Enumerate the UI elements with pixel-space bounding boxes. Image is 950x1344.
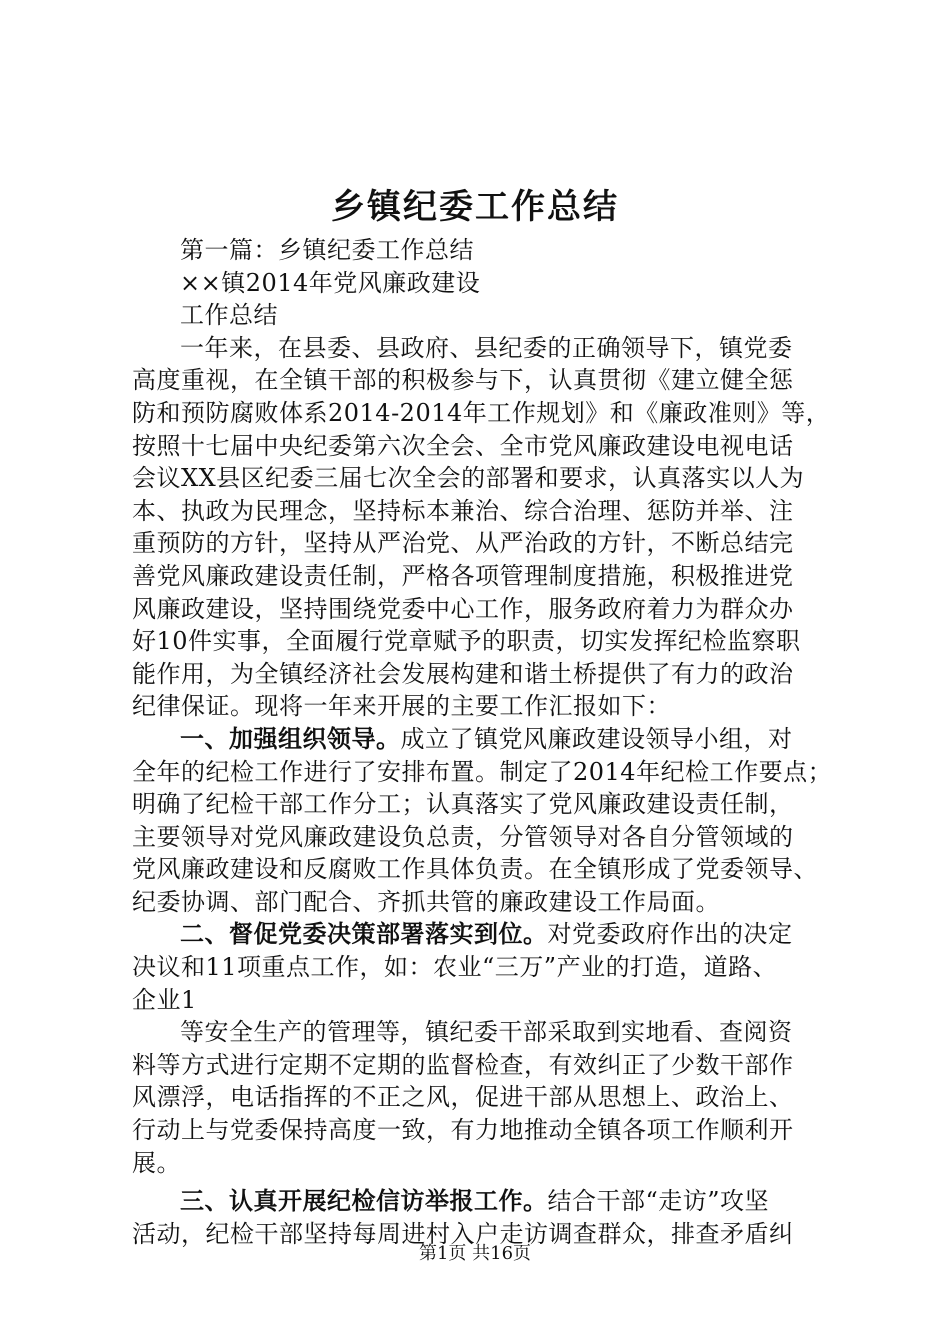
line-text: 纪委协调、部门配合、齐抓共管的廉政建设工作局面。 bbox=[132, 887, 720, 916]
text-line bbox=[132, 1081, 832, 1114]
line-text: 主要领导对党风廉政建设负总责，分管领导对各自分管领域的 bbox=[132, 822, 794, 851]
line-text: 明确了纪检干部工作分工；认真落实了党风廉政建设责任制， bbox=[132, 790, 794, 819]
text-line bbox=[132, 886, 832, 919]
text-line bbox=[132, 560, 832, 593]
text-line bbox=[132, 1049, 832, 1082]
line-text: 料等方式进行定期不定期的监督检查，有效纠正了少数干部作 bbox=[132, 1050, 794, 1079]
line-text: 对党委政府作出的决定 bbox=[547, 920, 793, 949]
text-line bbox=[132, 788, 832, 821]
line-text: 结合干部“走访”攻坚 bbox=[547, 1187, 770, 1216]
document-body bbox=[132, 234, 832, 1250]
section-heading: 二、督促党委决策部署落实到位。 bbox=[180, 919, 548, 949]
text-line bbox=[132, 690, 832, 723]
text-line bbox=[132, 918, 832, 951]
line-text: 第一篇：乡镇纪委工作总结 bbox=[180, 236, 474, 264]
line-text: 工作总结 bbox=[180, 301, 278, 330]
text-line bbox=[132, 462, 832, 495]
line-text: 按照十七届中央纪委第六次全会、全市党风廉政建设电视电话 bbox=[132, 431, 794, 460]
line-text: 风漂浮，电话指挥的不正之风，促进干部从思想上、政治上、 bbox=[132, 1083, 794, 1112]
text-line bbox=[132, 527, 832, 560]
text-line bbox=[132, 1114, 832, 1147]
text-line bbox=[132, 723, 832, 756]
text-line bbox=[132, 593, 832, 626]
text-line bbox=[132, 756, 832, 789]
section-heading: 一、加强组织领导。 bbox=[180, 723, 401, 753]
text-line bbox=[132, 267, 832, 300]
line-text: 高度重视，在全镇干部的积极参与下，认真贯彻《建立健全惩 bbox=[132, 366, 794, 395]
line-text: 企业1 bbox=[132, 985, 197, 1014]
line-text: 展。 bbox=[132, 1148, 181, 1177]
text-line bbox=[132, 951, 832, 984]
line-text: 本、执政为民理念，坚持标本兼治、综合治理、惩防并举、注 bbox=[132, 496, 794, 525]
text-line bbox=[132, 984, 832, 1017]
line-text: 能作用，为全镇经济社会发展构建和谐土桥提供了有力的政治 bbox=[132, 659, 794, 688]
text-line bbox=[132, 299, 832, 332]
line-text: 行动上与党委保持高度一致，有力地推动全镇各项工作顺利开 bbox=[132, 1116, 794, 1145]
text-line bbox=[132, 1016, 832, 1049]
document-title: 乡镇纪委工作总结 bbox=[331, 187, 619, 227]
page-footer: 第1页 共16页 bbox=[418, 1243, 532, 1264]
text-line bbox=[132, 430, 832, 463]
text-line bbox=[132, 625, 832, 658]
section-heading: 三、认真开展纪检信访举报工作。 bbox=[180, 1186, 548, 1216]
line-text: 好10件实事，全面履行党章赋予的职责，切实发挥纪检监察职 bbox=[132, 627, 801, 656]
text-line bbox=[132, 1185, 832, 1218]
text-line bbox=[132, 397, 832, 430]
text-line bbox=[132, 495, 832, 528]
line-text: 防和预防腐败体系2014-2014年工作规划》和《廉政准则》等， bbox=[132, 398, 831, 427]
line-text: 活动，纪检干部坚持每周进村入户走访调查群众，排查矛盾纠 bbox=[132, 1219, 794, 1248]
text-line bbox=[132, 658, 832, 691]
text-line bbox=[132, 234, 832, 267]
line-text: 等安全生产的管理等，镇纪委干部采取到实地看、查阅资 bbox=[180, 1018, 793, 1047]
line-text: 风廉政建设，坚持围绕党委中心工作，服务政府着力为群众办 bbox=[132, 594, 794, 623]
line-text: 善党风廉政建设责任制，严格各项管理制度措施，积极推进党 bbox=[132, 561, 794, 590]
text-line bbox=[132, 364, 832, 397]
text-line bbox=[132, 332, 832, 365]
line-text: 党风廉政建设和反腐败工作具体负责。在全镇形成了党委领导、 bbox=[132, 855, 818, 884]
line-text: 全年的纪检工作进行了安排布置。制定了2014年纪检工作要点； bbox=[132, 757, 833, 786]
line-text: 成立了镇党风廉政建设领导小组，对 bbox=[400, 724, 793, 753]
line-text: 重预防的方针，坚持从严治党、从严治政的方针，不断总结完 bbox=[132, 529, 794, 558]
text-line bbox=[132, 821, 832, 854]
line-text: ××镇2014年党风廉政建设 bbox=[180, 268, 481, 297]
text-line bbox=[132, 853, 832, 886]
text-line bbox=[132, 1147, 832, 1180]
line-text: 一年来，在县委、县政府、县纪委的正确领导下，镇党委 bbox=[180, 333, 793, 362]
line-text: 决议和11项重点工作，如：农业“三万”产业的打造，道路、 bbox=[132, 953, 778, 982]
line-text: 会议XX县区纪委三届七次全会的部署和要求，认真落实以人为 bbox=[132, 464, 805, 493]
line-text: 纪律保证。现将一年来开展的主要工作汇报如下： bbox=[132, 692, 671, 721]
